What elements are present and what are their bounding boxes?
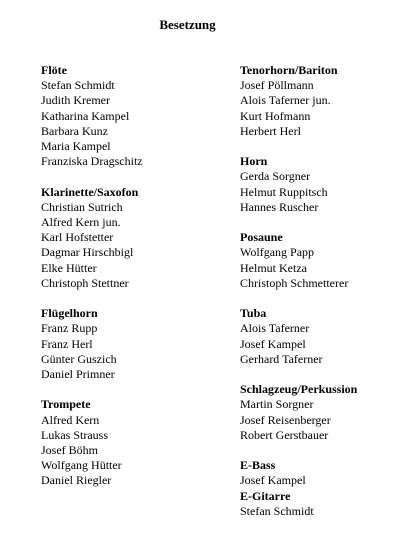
member-name: Barbara Kunz (41, 123, 108, 138)
member-name: Karl Hofstetter (41, 230, 114, 245)
member-name: Wolfgang Papp (240, 245, 315, 260)
member-name: Gerhard Taferner (240, 351, 323, 366)
member-name: Alfred Kern (41, 412, 100, 427)
member-name: Stefan Schmidt (240, 503, 314, 518)
section-left (41, 306, 221, 382)
member-name: Gerda Sorgner (240, 169, 311, 184)
member-name: Daniel Riegler (41, 473, 112, 488)
member-name: Christoph Stettner (41, 275, 129, 290)
section-heading: Tenorhorn/Bariton (240, 63, 338, 77)
section-spacer (41, 169, 221, 184)
section-heading: Tuba (240, 306, 267, 321)
section-right (240, 230, 390, 291)
member-name: Daniel Primner (41, 367, 115, 382)
section-heading: Flügelhorn (41, 306, 98, 321)
section-left (41, 397, 221, 488)
section-right (240, 382, 390, 443)
section-spacer (240, 139, 390, 154)
section-heading: Trompete (41, 397, 91, 412)
member-name: Christian Sutrich (41, 199, 123, 214)
member-name: Herbert Herl (240, 123, 301, 138)
member-name: Lukas Strauss (41, 427, 108, 442)
member-name: Maria Kampel (41, 139, 111, 154)
section-spacer (240, 367, 390, 382)
member-name: Alfred Kern jun. (41, 215, 121, 230)
section-spacer (240, 215, 390, 230)
member-name: Dagmar Hirschbigl (41, 245, 134, 260)
section-heading: Klarinette/Saxofon (41, 184, 139, 199)
member-name: Kurt Hofmann (240, 108, 311, 123)
member-name: Franz Rupp (41, 321, 98, 336)
section-right (240, 306, 390, 367)
left-column (41, 63, 221, 489)
member-name: Josef Reisenberger (240, 412, 331, 427)
member-name: Stefan Schmidt (41, 78, 115, 93)
member-name: Wolfgang Hütter (41, 458, 122, 473)
section-right (240, 63, 390, 139)
page-title: Besetzung (159, 17, 216, 32)
section-right (240, 154, 390, 215)
section-spacer (41, 382, 221, 397)
section-spacer (41, 291, 221, 306)
member-name: Franziska Dragschitz (41, 154, 143, 169)
right-column (240, 63, 390, 519)
member-name: Helmut Ruppitsch (240, 184, 328, 199)
section-heading: E-Bass (240, 458, 276, 473)
member-name: Christoph Schmetterer (240, 275, 349, 290)
member-name: Josef Kampel (240, 336, 306, 351)
member-name: Alois Taferner (240, 321, 310, 336)
member-name: Alois Taferner jun. (240, 93, 331, 108)
member-name: Josef Pöllmann (240, 78, 314, 93)
member-name: Robert Gerstbauer (240, 427, 329, 442)
member-name: Hannes Ruscher (240, 199, 319, 214)
section-heading: Posaune (240, 230, 283, 245)
section-heading: Flöte (41, 63, 67, 77)
section-left (41, 63, 221, 169)
section-right (240, 458, 390, 488)
section-spacer (240, 443, 390, 458)
section-left (41, 185, 221, 291)
section-spacer (240, 291, 390, 306)
section-heading: Horn (240, 154, 268, 169)
member-name: Helmut Ketza (240, 260, 307, 275)
member-name: Günter Guszich (41, 351, 117, 366)
section-heading: E-Gitarre (240, 488, 291, 503)
member-name: Josef Kampel (240, 473, 306, 488)
member-name: Josef Böhm (41, 443, 98, 458)
member-name: Judith Kremer (41, 93, 110, 108)
member-name: Elke Hütter (41, 260, 97, 275)
member-name: Katharina Kampel (41, 108, 130, 123)
member-name: Franz Herl (41, 336, 93, 351)
section-heading: Schlagzeug/Perkussion (240, 382, 358, 397)
section-right (240, 489, 390, 519)
member-name: Martin Sorgner (240, 397, 314, 412)
